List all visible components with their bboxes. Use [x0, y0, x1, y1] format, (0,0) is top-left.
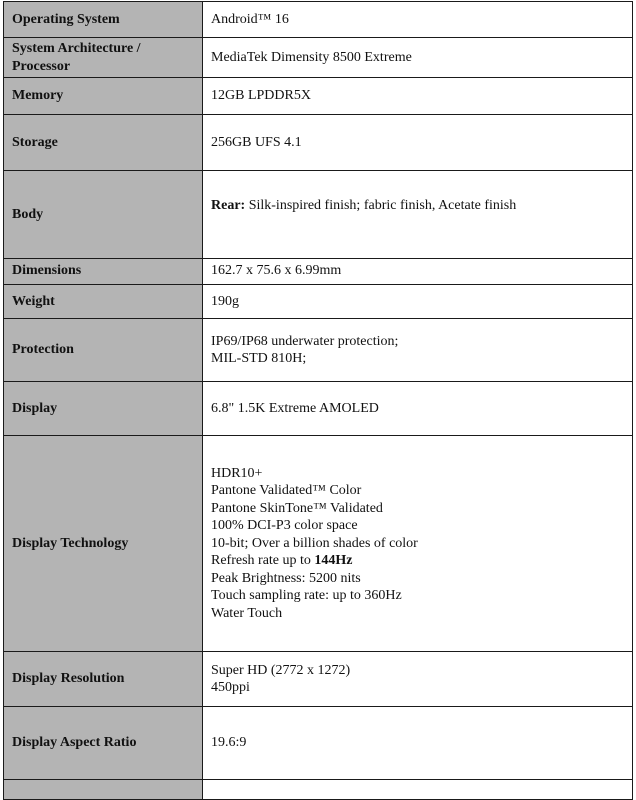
row-label: Memory	[4, 78, 203, 115]
table-row	[4, 652, 633, 707]
row-value	[203, 319, 633, 382]
table-row	[4, 707, 633, 780]
row-label: Display Resolution	[4, 652, 203, 707]
value-line: Pantone SkinTone™ Validated	[211, 500, 383, 516]
value-line: Pantone Validated™ Color	[211, 483, 362, 499]
row-value	[203, 259, 633, 285]
row-value	[203, 285, 633, 319]
row-value	[203, 436, 633, 652]
refresh-text: Refresh rate up to	[211, 553, 315, 569]
value-line: 256GB UFS 4.1	[211, 134, 302, 150]
row-label: Weight	[4, 285, 203, 319]
row-value	[203, 38, 633, 78]
value-line: IP69/IP68 underwater protection;	[211, 333, 399, 349]
table-row	[4, 115, 633, 171]
row-label: Dimensions	[4, 259, 203, 285]
value-line	[211, 552, 624, 570]
value-line: 10-bit; Over a billion shades of color	[211, 535, 418, 551]
table-row	[4, 78, 633, 115]
row-value	[203, 78, 633, 115]
value-line: Super HD (2772 x 1272)	[211, 662, 351, 678]
table-row	[4, 285, 633, 319]
value-line: 100% DCI-P3 color space	[211, 518, 358, 534]
value-line: Touch sampling rate: up to 360Hz	[211, 588, 402, 604]
value-line: MediaTek Dimensity 8500 Extreme	[211, 49, 412, 65]
row-value	[203, 652, 633, 707]
row-label: Display Technology	[4, 436, 203, 652]
spec-table	[3, 1, 633, 800]
rear-text: Silk-inspired finish; fabric finish, Acetate finish	[245, 198, 517, 213]
value-line: 162.7 x 75.6 x 6.99mm	[211, 263, 342, 278]
value-line: 6.8" 1.5K Extreme AMOLED	[211, 400, 379, 416]
refresh-value: 144Hz	[314, 553, 353, 569]
value-line: 450ppi	[211, 680, 250, 695]
table-row	[4, 171, 633, 259]
value-line: Water Touch	[211, 605, 283, 621]
table-row	[4, 319, 633, 382]
value-line: MIL-STD 810H;	[211, 351, 307, 366]
row-label: Display Aspect Ratio	[4, 707, 203, 780]
row-value	[203, 2, 633, 38]
value-line	[211, 197, 624, 215]
table-row	[4, 38, 633, 78]
row-value	[203, 171, 633, 259]
rear-prefix: Rear:	[211, 198, 246, 213]
table-row	[4, 382, 633, 436]
row-label: Body	[4, 171, 203, 259]
row-label: Storage	[4, 115, 203, 171]
value-line: Peak Brightness: 5200 nits	[211, 570, 361, 586]
value-line: 190g	[211, 293, 239, 309]
row-label: Display	[4, 382, 203, 436]
row-label: Protection	[4, 319, 203, 382]
value-line: Android™ 16	[211, 11, 289, 27]
value-line: 12GB LPDDR5X	[211, 88, 311, 104]
row-label: Operating System	[4, 2, 203, 38]
row-value	[203, 382, 633, 436]
row-label: System Architecture / Processor	[4, 38, 203, 78]
row-value	[203, 707, 633, 780]
value-line: HDR10+	[211, 465, 263, 481]
row-value	[203, 115, 633, 171]
table-row	[4, 436, 633, 652]
table-row	[4, 259, 633, 285]
value-line: 19.6:9	[211, 735, 247, 751]
table-row	[4, 2, 633, 38]
